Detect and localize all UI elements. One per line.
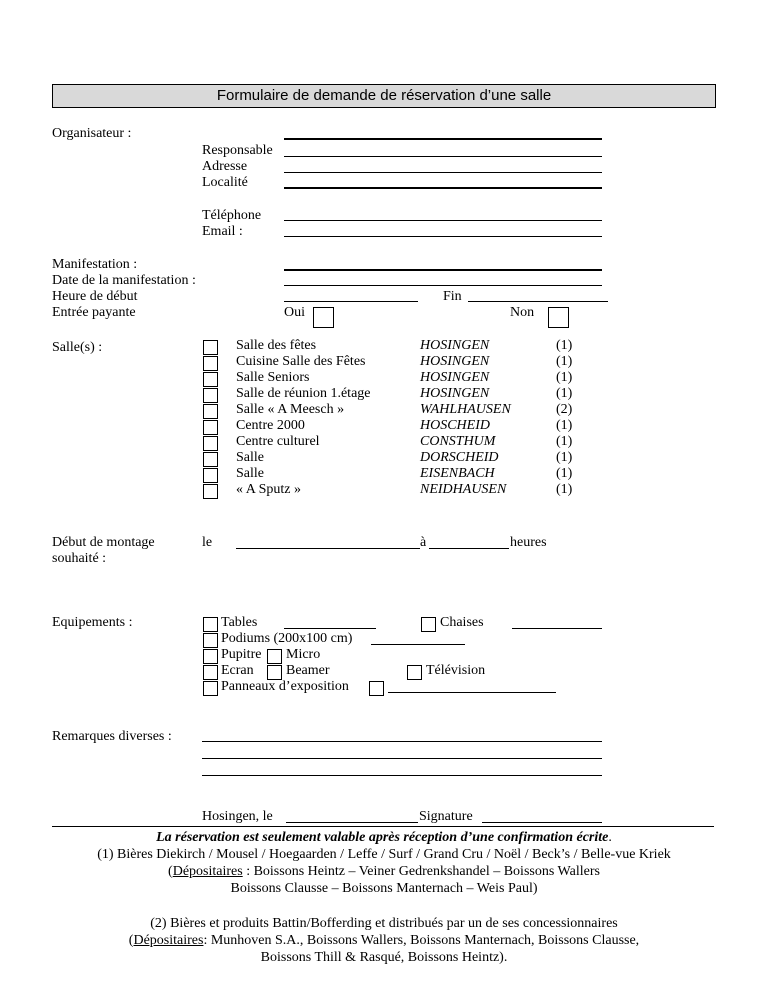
footnote-2-depositaires-2: Boissons Thill & Rasqué, Boissons Heintz). xyxy=(260,950,508,965)
remarques-line[interactable] xyxy=(202,741,602,742)
salle-checkbox[interactable] xyxy=(203,468,218,483)
panneaux-line[interactable] xyxy=(388,692,556,693)
montage-date-line[interactable] xyxy=(236,548,420,549)
salle-checkbox[interactable] xyxy=(203,388,218,403)
salle-checkbox[interactable] xyxy=(203,484,218,499)
montage-heures-label: heures xyxy=(510,535,547,550)
validity-note xyxy=(0,829,768,846)
salle-checkbox[interactable] xyxy=(203,452,218,467)
tables-qty-line[interactable] xyxy=(284,628,376,629)
salle-name: Cuisine Salle des Fêtes xyxy=(236,354,366,369)
email-label: Email : xyxy=(202,224,243,239)
manifestation-label: Manifestation : xyxy=(52,257,138,272)
salle-place: HOSINGEN xyxy=(420,354,490,369)
salle-note: (1) xyxy=(556,338,573,353)
oui-label: Oui xyxy=(284,305,305,320)
organisateur-label: Organisateur : xyxy=(52,126,132,141)
date-manifestation-label: Date de la manifestation : xyxy=(52,273,196,288)
beamer-label: Beamer xyxy=(286,663,330,678)
non-label: Non xyxy=(510,305,535,320)
salle-name: Salle de réunion 1.étage xyxy=(236,386,371,401)
salle-name: Centre 2000 xyxy=(236,418,305,433)
salle-checkbox[interactable] xyxy=(203,356,218,371)
remarques-label: Remarques diverses : xyxy=(52,729,172,744)
chaises-label: Chaises xyxy=(440,615,484,630)
podiums-checkbox[interactable] xyxy=(203,633,218,648)
salle-place: NEIDHAUSEN xyxy=(420,482,507,497)
podiums-label: Podiums (200x100 cm) xyxy=(221,631,353,646)
salle-name: Salle xyxy=(236,450,264,465)
ecran-label: Ecran xyxy=(221,663,254,678)
salle-note: (1) xyxy=(556,466,573,481)
paren-open: ( xyxy=(128,933,134,948)
footnote-1-depositaires: (Dépositaires : Boissons Heintz – Veiner Gedrenkshandel – Boissons Wallers xyxy=(168,864,600,879)
television-checkbox[interactable] xyxy=(407,665,422,680)
salle-place: EISENBACH xyxy=(420,466,495,481)
footnote-1-depositaires-2: Boissons Clausse – Boissons Manternach – Weis Paul) xyxy=(230,881,538,896)
signature-date-line[interactable] xyxy=(286,822,418,823)
montage-label-2: souhaité : xyxy=(52,551,107,566)
footer-divider xyxy=(52,826,714,827)
salle-note: (1) xyxy=(556,354,573,369)
salle-note: (1) xyxy=(556,418,573,433)
salle-place: DORSCHEID xyxy=(420,450,499,465)
date-line[interactable] xyxy=(284,285,602,286)
heure-debut-label: Heure de début xyxy=(52,289,138,304)
salle-checkbox[interactable] xyxy=(203,340,218,355)
salle-note: (1) xyxy=(556,450,573,465)
beamer-checkbox[interactable] xyxy=(267,665,282,680)
depositaires-text: : Boissons Heintz – Veiner Gedrenkshandel – Boissons Wallers xyxy=(242,864,600,879)
remarques-line[interactable] xyxy=(202,775,602,776)
fin-line[interactable] xyxy=(468,301,608,302)
manifestation-line[interactable] xyxy=(284,269,602,271)
tables-label: Tables xyxy=(221,615,258,630)
pupitre-label: Pupitre xyxy=(221,647,262,662)
oui-checkbox[interactable] xyxy=(313,307,334,328)
salle-place: HOSINGEN xyxy=(420,338,490,353)
salle-name: Salle « A Meesch » xyxy=(236,402,345,417)
micro-label: Micro xyxy=(286,647,321,662)
salle-place: HOSINGEN xyxy=(420,386,490,401)
depositaires-label: Dépositaires xyxy=(172,864,243,879)
salle-note: (1) xyxy=(556,482,573,497)
salle-checkbox[interactable] xyxy=(203,372,218,387)
salle-place: HOSCHEID xyxy=(420,418,490,433)
salle-note: (1) xyxy=(556,434,573,449)
salle-note: (1) xyxy=(556,386,573,401)
localite-line[interactable] xyxy=(284,187,602,189)
validity-text: La réservation est seulement valable après réception d’une confirmation écrite xyxy=(156,830,609,845)
pupitre-checkbox[interactable] xyxy=(203,649,218,664)
salle-note: (2) xyxy=(556,402,573,417)
entree-payante-label: Entrée payante xyxy=(52,305,136,320)
salle-checkbox[interactable] xyxy=(203,404,218,419)
depositaires-label-2: Dépositaires xyxy=(133,933,204,948)
localite-label: Localité xyxy=(202,175,248,190)
salle-note: (1) xyxy=(556,370,573,385)
salle-checkbox[interactable] xyxy=(203,436,218,451)
chaises-qty-line[interactable] xyxy=(512,628,602,629)
depositaires-text-2: : Munhoven S.A., Boissons Wallers, Boissons Manternach, Boissons Clausse, xyxy=(203,933,640,948)
salles-label: Salle(s) : xyxy=(52,340,103,355)
salle-name: « A Sputz » xyxy=(236,482,301,497)
salle-name: Salle des fêtes xyxy=(236,338,317,353)
montage-a-label: à xyxy=(420,535,427,550)
salle-place: WAHLHAUSEN xyxy=(420,402,511,417)
footnote-2: (2) Bières et produits Battin/Bofferding et distribués par un de ses concessionnaires xyxy=(150,916,618,931)
hosingen-label: Hosingen, le xyxy=(202,809,273,824)
signature-label: Signature xyxy=(419,809,473,824)
organisateur-line[interactable] xyxy=(284,138,602,140)
salle-name: Salle Seniors xyxy=(236,370,310,385)
micro-checkbox[interactable] xyxy=(267,649,282,664)
salle-name: Centre culturel xyxy=(236,434,320,449)
panneaux-checkbox[interactable] xyxy=(203,681,218,696)
podiums-qty-line[interactable] xyxy=(371,644,465,645)
equipements-label: Equipements : xyxy=(52,615,133,630)
remarques-line[interactable] xyxy=(202,758,602,759)
ecran-checkbox[interactable] xyxy=(203,665,218,680)
adresse-line[interactable] xyxy=(284,172,602,173)
telephone-label: Téléphone xyxy=(202,208,262,223)
signature-line[interactable] xyxy=(482,822,602,823)
email-line[interactable] xyxy=(284,236,602,237)
chaises-checkbox[interactable] xyxy=(421,617,436,632)
salle-place: HOSINGEN xyxy=(420,370,490,385)
telephone-line[interactable] xyxy=(284,220,602,221)
montage-label: Début de montage xyxy=(52,535,155,550)
montage-heure-line[interactable] xyxy=(429,548,509,549)
responsable-line[interactable] xyxy=(284,156,602,157)
heure-debut-line[interactable] xyxy=(284,301,418,302)
television-label: Télévision xyxy=(426,663,486,678)
form-title: Formulaire de demande de réservation d’une salle xyxy=(52,84,716,108)
validity-period: . xyxy=(608,830,612,845)
salle-name: Salle xyxy=(236,466,264,481)
tables-checkbox[interactable] xyxy=(203,617,218,632)
footnote-1: (1) Bières Diekirch / Mousel / Hoegaarden / Leffe / Surf / Grand Cru / Noël / Beck’s / Belle-vue Kriek xyxy=(97,847,671,862)
panneaux-extra-checkbox[interactable] xyxy=(369,681,384,696)
salle-place: CONSTHUM xyxy=(420,434,496,449)
non-checkbox[interactable] xyxy=(548,307,569,328)
footnote-2-depositaires xyxy=(0,932,768,949)
adresse-label: Adresse xyxy=(202,159,248,174)
responsable-label: Responsable xyxy=(202,143,273,158)
fin-label: Fin xyxy=(443,289,462,304)
montage-le-label: le xyxy=(202,535,213,550)
panneaux-label: Panneaux d’exposition xyxy=(221,679,349,694)
salle-checkbox[interactable] xyxy=(203,420,218,435)
